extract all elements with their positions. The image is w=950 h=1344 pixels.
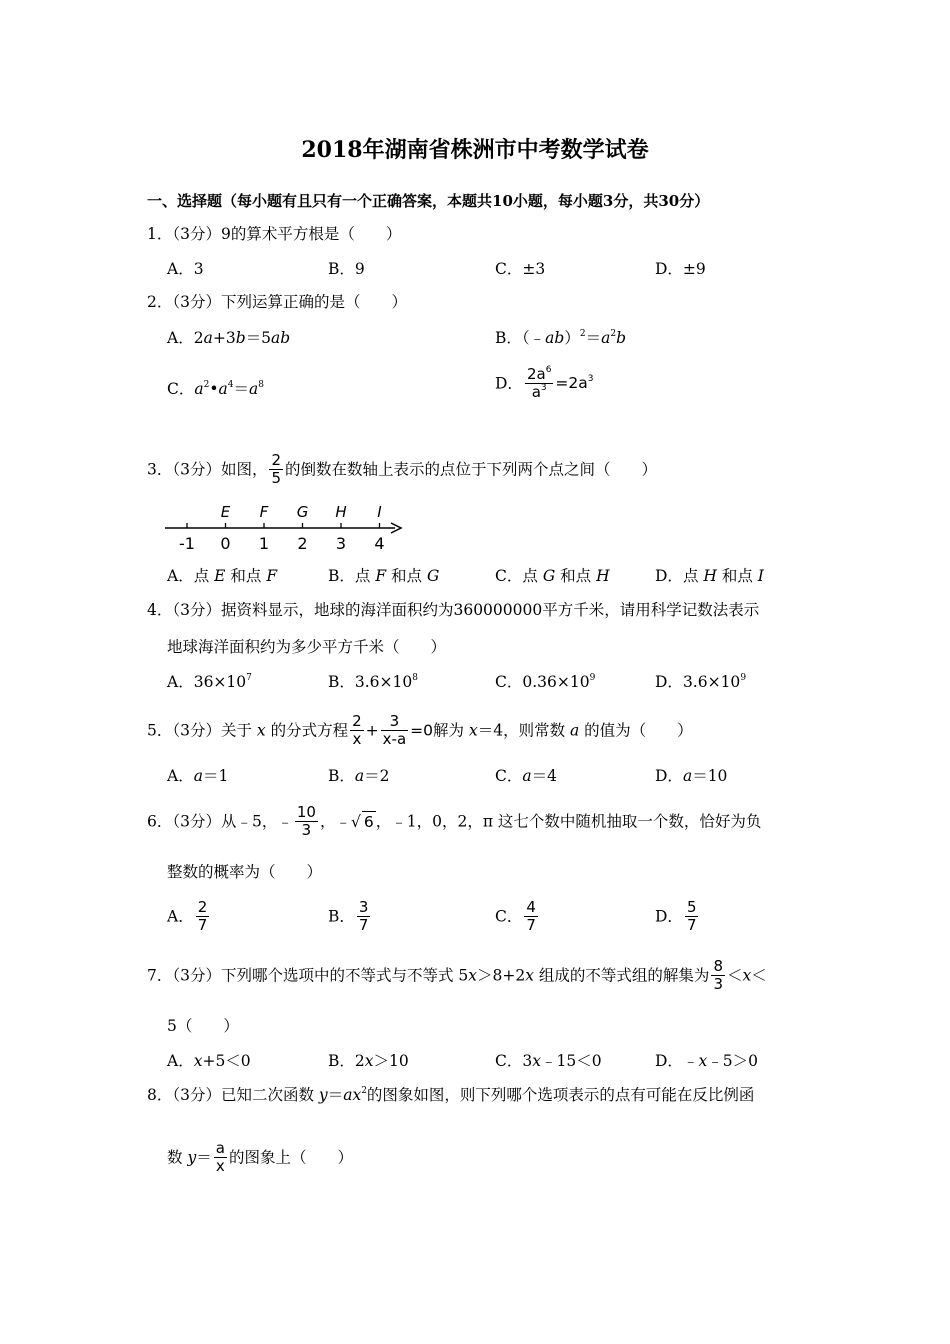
q6-option-d: D． $\frac{5}{7}$ — [655, 898, 697, 934]
q3-option-b: B．点 F 和点 G — [328, 567, 440, 585]
axis-tick-label: 4 — [374, 534, 385, 553]
q6-option-a: A． $\frac{2}{7}$ — [167, 898, 208, 934]
q2-option-a: A．2a+3b＝5ab — [167, 329, 291, 347]
q1-option-d: D．±9 — [655, 260, 706, 278]
q7-option-b: B．2x＞10 — [328, 1052, 409, 1070]
q2-option-d: D． $\frac{2a^6}{a^3}$ $=2a^3$ — [495, 365, 594, 401]
q7-option-d: D．﹣x﹣5＞0 — [655, 1052, 758, 1070]
question-8-line2: 数 y＝ $\frac{a}{x}$ 的图象上（ ） — [167, 1139, 353, 1175]
page-title: 2018年湖南省株洲市中考数学试卷 — [301, 137, 649, 163]
q2-option-c: C．$a^2•a^4=a^8$ — [167, 380, 264, 398]
q5-option-d: D．a＝10 — [655, 767, 728, 785]
number-line — [163, 498, 408, 554]
question-7: 7．（3分）下列哪个选项中的不等式与不等式 5x＞8+2x 组成的不等式组的解集为 $\frac{8}{3}$ ＜x＜ — [147, 957, 767, 993]
question-8: 8．（3分）已知二次函数 $y=ax^2$的图象如图，则下列哪个选项表示的点有可能在反比例函 — [147, 1086, 755, 1104]
fraction: $\frac{2a^6}{a^3}$ — [526, 365, 552, 401]
question-4-line1: 4．（3分）据资料显示，地球的海洋面积约为360000000平方千米，请用科学记数法表示 — [147, 601, 760, 619]
axis-point-label: F — [259, 503, 269, 521]
q3-option-d: D．点 H 和点 I — [655, 567, 764, 585]
section-heading: 一、选择题（每小题有且只有一个正确答案，本题共10小题，每小题3分，共30分） — [147, 192, 710, 210]
question-3: 3．（3分）如图， $\frac{2}{5}$ 的倒数在数轴上表示的点位于下列两个点之间（ ） — [147, 451, 658, 487]
question-1: 1．（3分）9的算术平方根是（ ） — [147, 225, 402, 243]
q5-option-b: B．a＝2 — [328, 767, 390, 785]
q5-option-a: A．a＝1 — [167, 767, 229, 785]
q2-option-b: B．$(﹣ab)^2=a^2b$ — [495, 329, 627, 347]
axis-point-label: E — [220, 503, 231, 521]
fraction: $\frac{a}{x}$ — [215, 1139, 225, 1175]
q4-option-d: D．$3.6\times 10^9$ — [655, 673, 747, 691]
axis-tick-label: 3 — [335, 534, 347, 553]
q1-option-a: A．3 — [167, 260, 204, 278]
question-5: 5．（3分）关于 x 的分式方程 $\frac{2}{x}$ + $\frac{3}{x-a}$ =0解为 x＝4，则常数 a 的值为（ ） — [147, 712, 693, 748]
q7-option-a: A．x+5＜0 — [167, 1052, 251, 1070]
axis-point-label: G — [296, 503, 309, 521]
q6-option-c: C． $\frac{4}{7}$ — [495, 898, 536, 934]
axis-tick-label: 1 — [258, 534, 270, 553]
q4-option-a: A．$36\times 10^7$ — [167, 673, 252, 691]
question-6-line2: 整数的概率为（ ） — [167, 863, 323, 881]
fraction: $\frac{2}{5}$ — [271, 451, 282, 487]
axis-tick-label: 0 — [220, 534, 231, 553]
q6-option-b: B． $\frac{3}{7}$ — [328, 898, 369, 934]
q4-option-c: C．$0.36\times 10^9$ — [495, 673, 596, 691]
question-4-line2: 地球海洋面积约为多少平方千米（ ） — [167, 638, 447, 656]
question-2: 2．（3分）下列运算正确的是（ ） — [147, 293, 407, 311]
fraction: $\frac{3}{x-a}$ — [382, 712, 407, 748]
fraction: $\frac{10}{3}$ — [296, 803, 316, 839]
axis-tick-label: -1 — [179, 534, 195, 553]
q7-option-c: C．3x﹣15＜0 — [495, 1052, 602, 1070]
q1-option-b: B．9 — [328, 260, 365, 278]
q4-option-b: B．$3.6\times 10^8$ — [328, 673, 418, 691]
axis-tick-label: 2 — [297, 534, 308, 553]
q5-option-c: C．a＝4 — [495, 767, 557, 785]
q1-option-c: C．±3 — [495, 260, 546, 278]
axis-point-label: I — [377, 503, 382, 521]
fraction: $\frac{8}{3}$ — [713, 957, 723, 993]
question-6: 6．（3分）从﹣5，﹣ $\frac{10}{3}$ ，﹣√ 6 ，﹣1，0，2，π 这七个数中随机抽取一个数，恰好为负 — [147, 803, 762, 839]
axis-point-label: H — [335, 503, 347, 521]
q3-option-c: C．点 G 和点 H — [495, 567, 610, 585]
q3-option-a: A．点 E 和点 F — [167, 567, 278, 585]
fraction: $\frac{2}{x}$ — [352, 712, 362, 748]
question-7-line2: 5（ ） — [167, 1017, 239, 1035]
